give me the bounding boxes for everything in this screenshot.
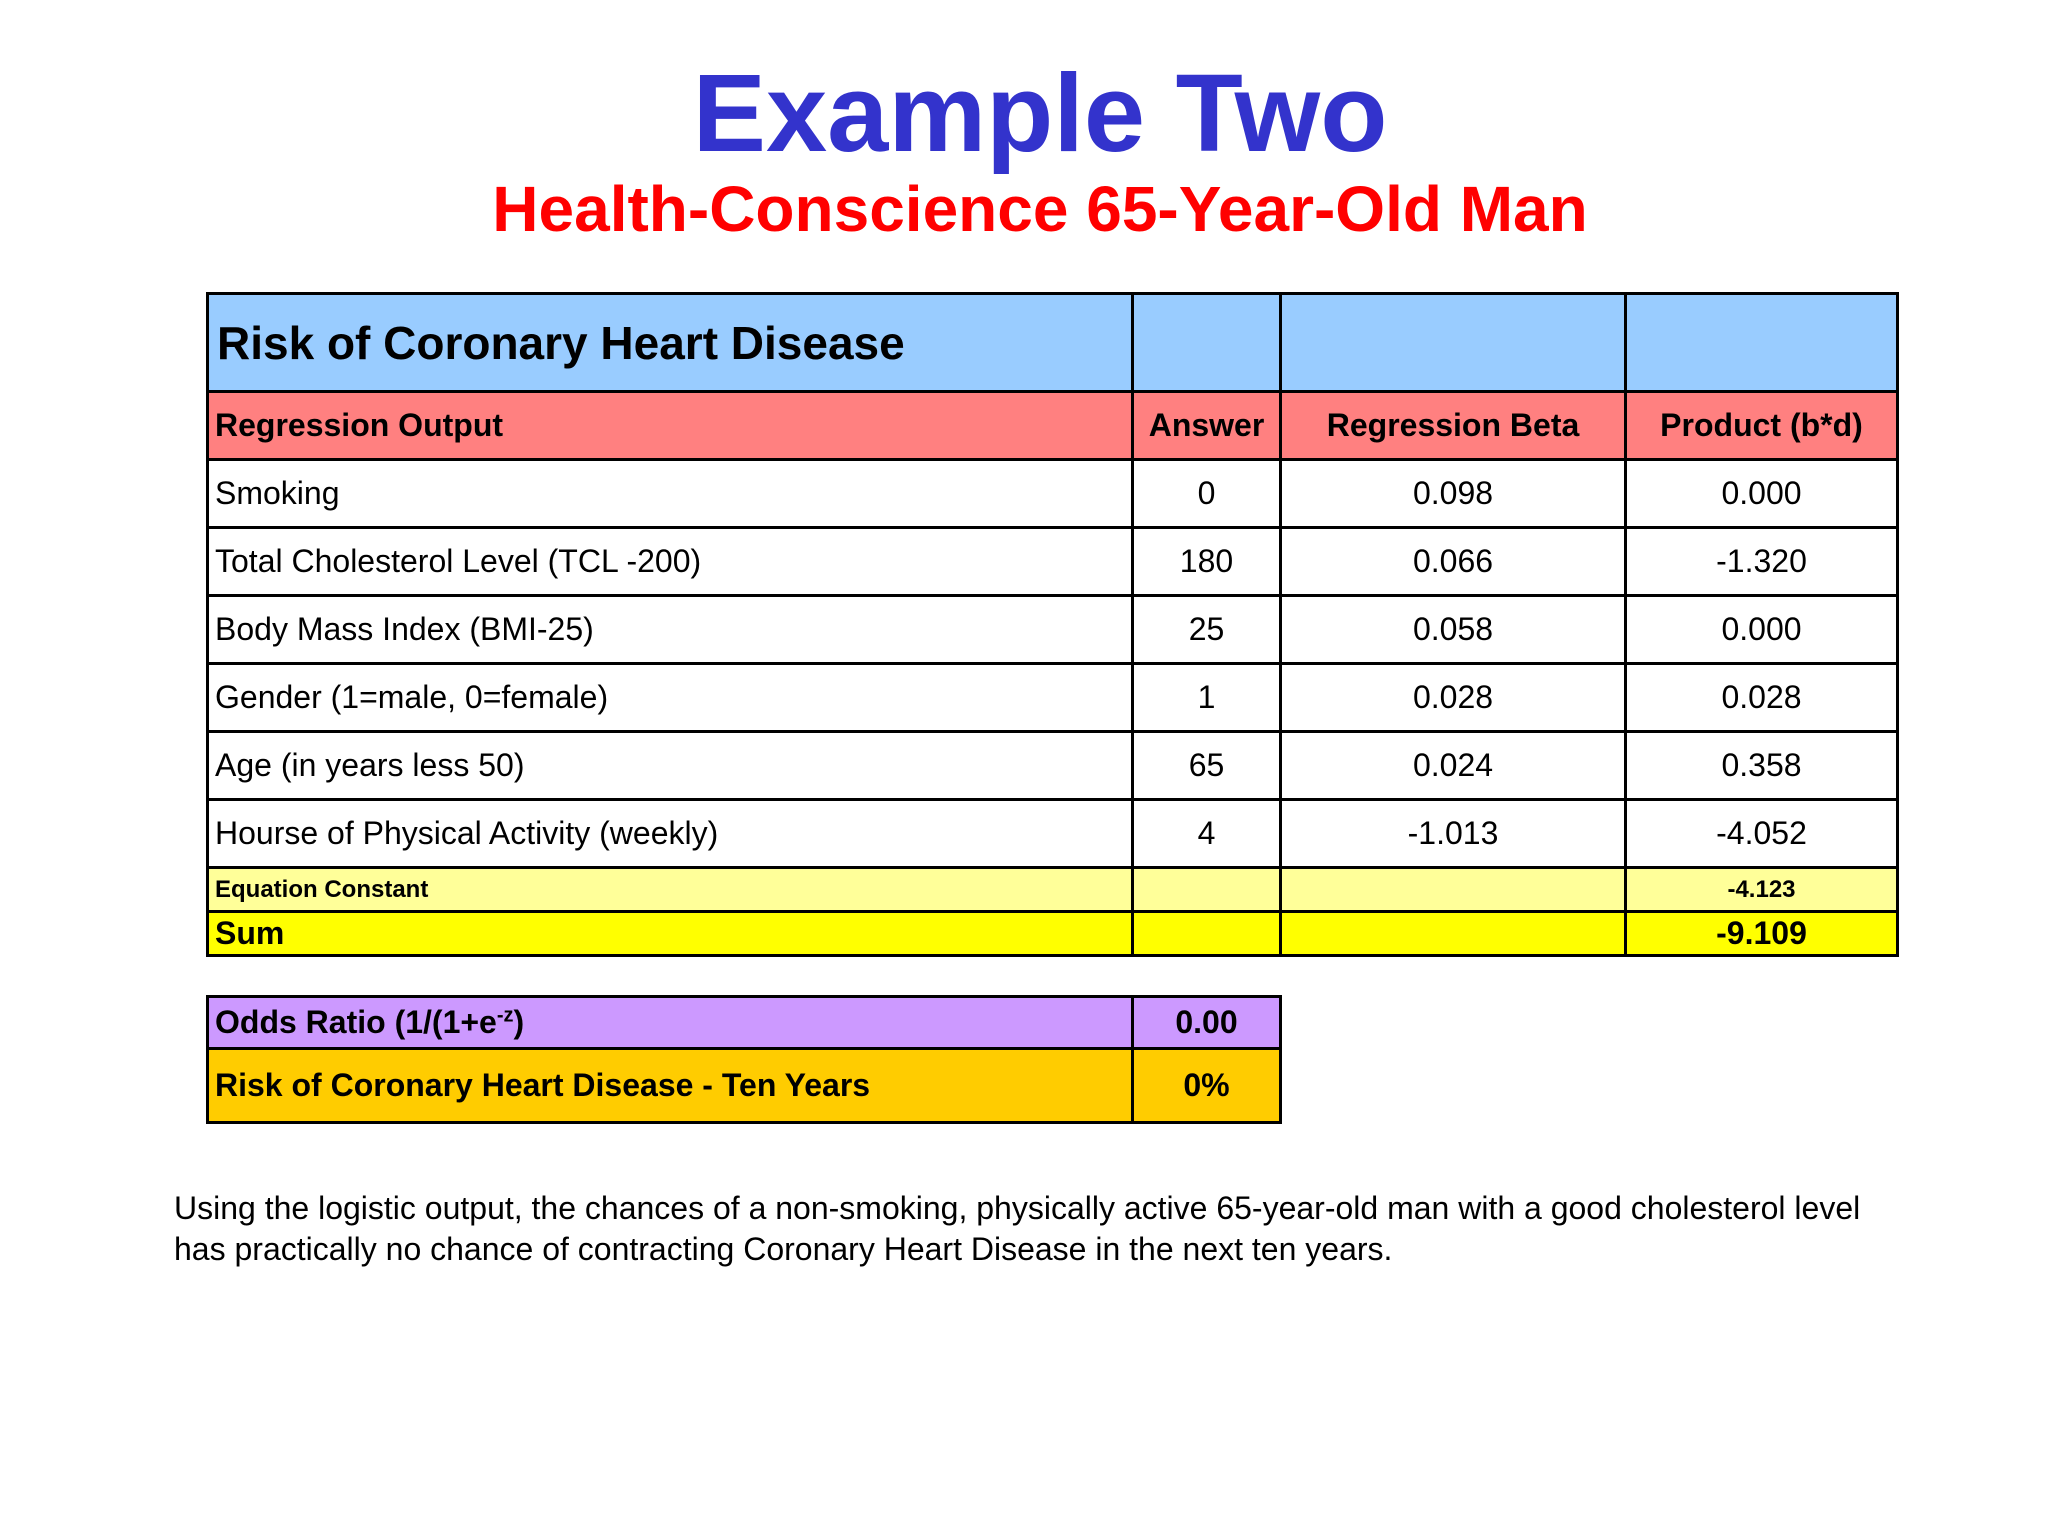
equation-constant-value: -4.123 <box>1626 868 1898 912</box>
table-row <box>208 596 1898 664</box>
row-label: Total Cholesterol Level (TCL -200) <box>208 528 1133 596</box>
row-beta: 0.098 <box>1281 460 1626 528</box>
sum-value: -9.109 <box>1626 912 1898 956</box>
row-label: Age (in years less 50) <box>208 732 1133 800</box>
ten-year-risk-label: Risk of Coronary Heart Disease - Ten Years <box>208 1049 1133 1123</box>
ten-year-risk-row <box>208 1049 1281 1123</box>
empty-cell <box>1281 868 1626 912</box>
table-row <box>208 800 1898 868</box>
row-answer: 180 <box>1133 528 1281 596</box>
column-header-product: Product (b*d) <box>1626 392 1898 460</box>
row-answer: 0 <box>1133 460 1281 528</box>
row-label: Body Mass Index (BMI-25) <box>208 596 1133 664</box>
row-beta: 0.066 <box>1281 528 1626 596</box>
odds-ratio-label <box>208 997 1133 1049</box>
table-row <box>208 664 1898 732</box>
row-beta: -1.013 <box>1281 800 1626 868</box>
table-heading-row <box>208 294 1898 392</box>
odds-ratio-label-suffix: ) <box>513 1004 525 1040</box>
row-answer: 4 <box>1133 800 1281 868</box>
ten-year-risk-value: 0% <box>1133 1049 1281 1123</box>
row-product: -1.320 <box>1626 528 1898 596</box>
equation-constant-label: Equation Constant <box>208 868 1133 912</box>
odds-ratio-exponent: -z <box>496 1004 514 1027</box>
column-header-regression-beta: Regression Beta <box>1281 392 1626 460</box>
column-header-answer: Answer <box>1133 392 1281 460</box>
row-product: 0.000 <box>1626 596 1898 664</box>
table-row <box>208 460 1898 528</box>
odds-ratio-row <box>208 997 1281 1049</box>
column-header-row <box>208 392 1898 460</box>
empty-cell <box>1133 868 1281 912</box>
row-beta: 0.028 <box>1281 664 1626 732</box>
sum-label: Sum <box>208 912 1133 956</box>
row-product: 0.028 <box>1626 664 1898 732</box>
odds-ratio-label-prefix: Odds Ratio (1/(1+e <box>215 1004 497 1040</box>
row-beta: 0.024 <box>1281 732 1626 800</box>
row-product: 0.358 <box>1626 732 1898 800</box>
table-heading-empty-cell <box>1133 294 1281 392</box>
table-heading: Risk of Coronary Heart Disease <box>208 294 1133 392</box>
regression-table <box>206 292 1899 957</box>
row-label: Gender (1=male, 0=female) <box>208 664 1133 732</box>
table-row <box>208 732 1898 800</box>
odds-ratio-value: 0.00 <box>1133 997 1281 1049</box>
table-heading-empty-cell <box>1626 294 1898 392</box>
equation-constant-row <box>208 868 1898 912</box>
odds-table <box>206 995 1282 1124</box>
conclusion-text: Using the logistic output, the chances of a non-smoking, physically active 65-year-old man with a good cholesterol level has practically no chance of contracting Coronary Heart Disease in the next ten years. <box>174 1190 1861 1267</box>
page-subtitle: Health-Conscience 65-Year-Old Man <box>492 173 1588 245</box>
row-product: 0.000 <box>1626 460 1898 528</box>
row-label: Smoking <box>208 460 1133 528</box>
empty-cell <box>1281 912 1626 956</box>
page-title: Example Two <box>692 52 1388 175</box>
row-beta: 0.058 <box>1281 596 1626 664</box>
column-header-regression-output: Regression Output <box>208 392 1133 460</box>
table-row <box>208 528 1898 596</box>
row-answer: 25 <box>1133 596 1281 664</box>
row-answer: 1 <box>1133 664 1281 732</box>
row-label: Hourse of Physical Activity (weekly) <box>208 800 1133 868</box>
row-answer: 65 <box>1133 732 1281 800</box>
sum-row <box>208 912 1898 956</box>
empty-cell <box>1133 912 1281 956</box>
row-product: -4.052 <box>1626 800 1898 868</box>
table-heading-empty-cell <box>1281 294 1626 392</box>
